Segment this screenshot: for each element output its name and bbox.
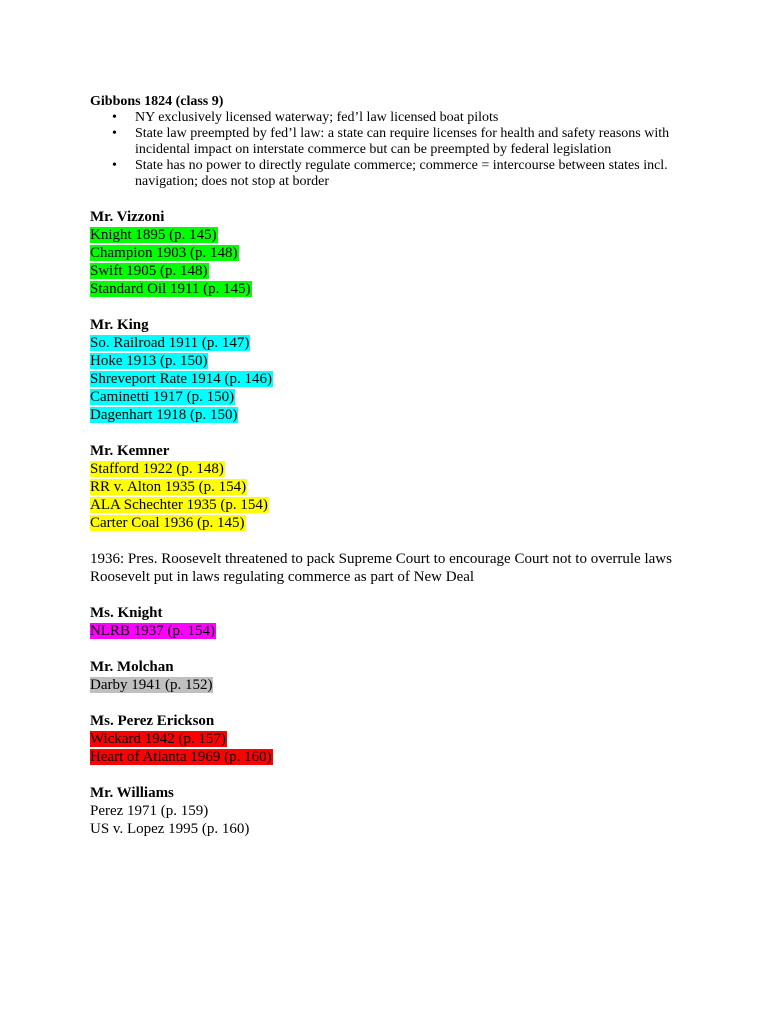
intro-bullet: [90, 158, 690, 190]
group-heading: Mr. Molchan: [90, 659, 174, 675]
group-heading: Mr. Kemner: [90, 443, 170, 459]
case-item: NLRB 1937 (p. 154): [90, 623, 215, 639]
case-item: Carter Coal 1936 (p. 145): [90, 515, 245, 531]
case-item: Dagenhart 1918 (p. 150): [90, 407, 238, 423]
intro-bullet-text: State has no power to directly regulate commerce; commerce = intercourse between states incl. navigation; does not stop at border: [135, 158, 668, 189]
case-item: Champion 1903 (p. 148): [90, 245, 238, 261]
case-item: Wickard 1942 (p. 157): [90, 731, 227, 747]
case-group-williams: [90, 784, 690, 838]
note-line: 1936: Pres. Roosevelt threatened to pack Supreme Court to encourage Court not to overrule laws: [90, 551, 672, 567]
case-item: Stafford 1922 (p. 148): [90, 461, 224, 477]
case-item: RR v. Alton 1935 (p. 154): [90, 479, 247, 495]
document-page: [90, 94, 690, 838]
bullet-icon: •: [112, 126, 117, 141]
case-item: Standard Oil 1911 (p. 145): [90, 281, 251, 297]
case-item: Perez 1971 (p. 159): [90, 803, 209, 819]
bullet-icon: •: [112, 110, 117, 125]
group-heading: Mr. Williams: [90, 785, 174, 801]
case-item: Caminetti 1917 (p. 150): [90, 389, 235, 405]
case-item: Shreveport Rate 1914 (p. 146): [90, 371, 273, 387]
group-heading: Mr. King: [90, 317, 149, 333]
case-group-molchan: [90, 658, 690, 694]
roosevelt-note: [90, 550, 690, 586]
intro-bullet-text: NY exclusively licensed waterway; fed’l law licensed boat pilots: [135, 110, 499, 125]
case-group-vizzoni: [90, 208, 690, 298]
case-group-king: [90, 316, 690, 424]
intro-bullet: [90, 126, 690, 158]
intro-bullet-list: [90, 110, 690, 190]
case-item: Knight 1895 (p. 145): [90, 227, 217, 243]
case-item: ALA Schechter 1935 (p. 154): [90, 497, 268, 513]
intro-section: [90, 94, 690, 190]
case-item: Swift 1905 (p. 148): [90, 263, 208, 279]
case-item: Hoke 1913 (p. 150): [90, 353, 208, 369]
intro-title: Gibbons 1824 (class 9): [90, 94, 224, 109]
case-group-knight: [90, 604, 690, 640]
group-heading: Ms. Knight: [90, 605, 163, 621]
case-item: Heart of Atlanta 1969 (p. 160): [90, 749, 272, 765]
intro-bullet-text: State law preempted by fed’l law: a state can require licenses for health and safety reasons with incidental impact on interstate commerce but can be preempted by federal legislation: [135, 126, 670, 157]
note-line: Roosevelt put in laws regulating commerce as part of New Deal: [90, 569, 475, 585]
case-item: So. Railroad 1911 (p. 147): [90, 335, 250, 351]
case-item: US v. Lopez 1995 (p. 160): [90, 821, 250, 837]
group-heading: Ms. Perez Erickson: [90, 713, 215, 729]
intro-bullet: [90, 110, 690, 126]
case-item: Darby 1941 (p. 152): [90, 677, 213, 693]
case-group-kemner: [90, 442, 690, 532]
group-heading: Mr. Vizzoni: [90, 209, 165, 225]
bullet-icon: •: [112, 158, 117, 173]
case-group-perez-erickson: [90, 712, 690, 766]
